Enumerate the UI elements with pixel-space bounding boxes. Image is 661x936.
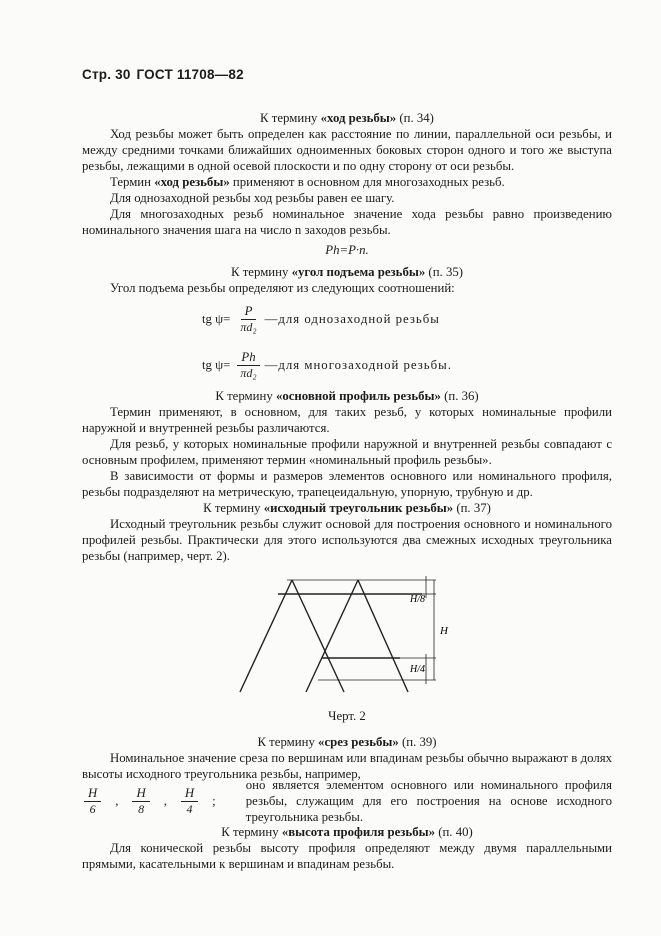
term-34: «ход резьбы»	[320, 111, 397, 125]
paragraph: Номинальное значение среза по вершинам или впадинам резьбы обычно выражают в долях высоты исходного треугольника резьбы, например,	[82, 751, 612, 781]
heading-36: К термину «основной профиль резьбы» (п. 36)	[215, 389, 479, 403]
heading-34: К термину «ход резьбы» (п. 34)	[260, 111, 434, 125]
thread-triangle-drawing	[82, 572, 612, 702]
paragraph: Термин применяют, в основном, для таких резьб, у которых номинальные профили наружной и внутренней резьбы различаются.	[82, 405, 612, 435]
paragraph: Для однозаходной резьбы ход резьбы равен ее шагу.	[110, 191, 395, 205]
dim-label-bot: H/4	[410, 664, 425, 675]
page-header	[82, 67, 244, 82]
formula-single-start: tg ψ= $\frac{P}{\text{πd₂}}$ —для однозаходной резьбы	[202, 303, 440, 334]
term-39: «срез резьбы»	[318, 735, 399, 749]
formula-ph: Ph=P·n.	[325, 243, 369, 257]
gost-number: ГОСТ 11708—82	[136, 67, 244, 82]
term-37: «исходный треугольник резьбы»	[263, 501, 454, 515]
term-40: «высота профиля резьбы»	[281, 825, 435, 839]
heading-35: К термину «угол подъема резьбы» (п. 35)	[230, 265, 464, 279]
paragraph: В зависимости от формы и размеров элементов основного или номинального профиля, резьбы подразделяют на метрическую, трапецеидальную, упорную, трубную и др.	[82, 469, 612, 499]
fraction: $\frac{H}{8}$	[132, 786, 149, 817]
paragraph: Для резьб, у которых номинальные профили наружной и внутренней резьбы совпадают с основным профилем, применяют термин «номинальный профиль резьбы».	[82, 437, 612, 467]
paragraph: Ход резьбы может быть определен как расстояние по линии, параллельной оси резьбы, и между средними точками ближайших одноименных боковых сторон одного и того же выступа резьбы, лежащими в одной осевой плоскости и по одну сторону от оси резьбы.	[82, 127, 612, 173]
fraction: $\frac{H}{4}$	[181, 786, 198, 817]
fraction: $\frac{Ph}{\text{πd₂}}$	[236, 350, 260, 381]
figure-caption: Черт. 2	[328, 709, 366, 723]
paragraph: Термин «ход резьбы» применяют в основном для многозаходных резьб.	[110, 175, 505, 189]
fraction: $\frac{P}{\text{πd₂}}$	[240, 303, 257, 334]
term-35: «угол подъема резьбы»	[291, 265, 426, 279]
paragraph: Для конической резьбы высоту профиля определяют между двумя параллельными прямыми, касательными к вершинам и впадинам резьбы.	[82, 841, 612, 871]
fraction: $\frac{H}{6}$	[84, 786, 101, 817]
paragraph: Исходный треугольник резьбы служит основой для построения основного и номинального профилей резьбы. Практически для этого используются два смежных исходных треугольника резьбы (например, черт. 2).	[82, 517, 612, 563]
dim-label-mid: H	[440, 625, 448, 637]
term-36: «основной профиль резьбы»	[275, 389, 441, 403]
page-number: Стр. 30	[82, 67, 131, 82]
page-body	[82, 110, 612, 872]
paragraph: Для многозаходных резьб номинальное значение хода резьбы равно произведению номинального значения шага на число n заходов резьбы.	[82, 207, 612, 237]
figure-2	[82, 572, 612, 702]
fraction-examples: $\frac{H}{6}$ , $\frac{H}{8}$ , $\frac{H}{4}$ ; оно является элементом основного или номинального профиля резьбы, служащим для его построения на основе исходного треугольника резьбы.	[82, 782, 612, 820]
heading-39: К термину «срез резьбы» (п. 39)	[257, 735, 437, 749]
heading-40: К термину «высота профиля резьбы» (п. 40)	[221, 825, 473, 839]
heading-37: К термину «исходный треугольник резьбы» (п. 37)	[203, 501, 491, 515]
paragraph: Угол подъема резьбы определяют из следующих соотношений:	[110, 281, 455, 295]
dim-label-top: H/8	[410, 594, 425, 605]
formula-multi-start: tg ψ= $\frac{Ph}{\text{πd₂}}$ —для многозаходной резьбы.	[202, 349, 452, 380]
